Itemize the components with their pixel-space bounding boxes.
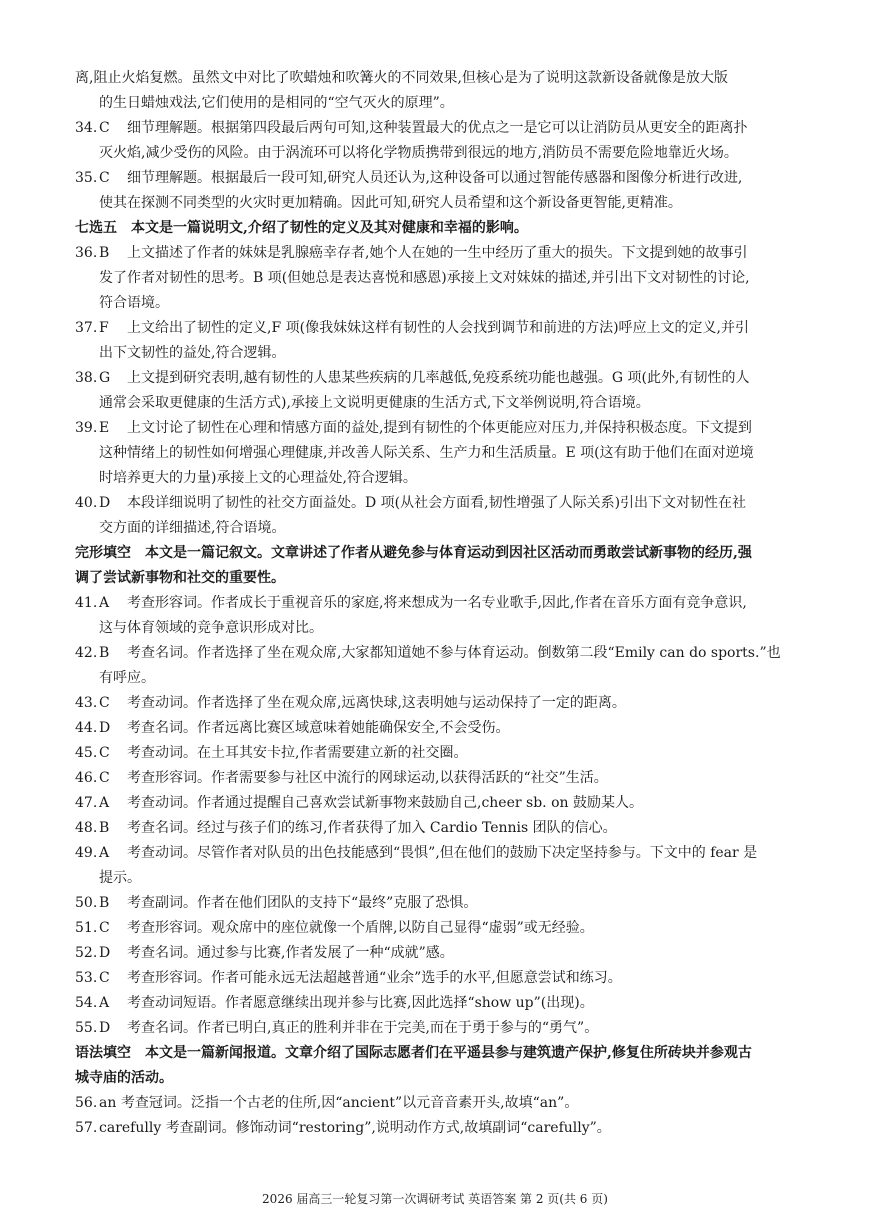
answer-item-51: 51. C 考查形容词。观众席中的座位就像一个盾牌,以防自己显得“虚弱”或无经验。 bbox=[75, 920, 594, 936]
answer-item-53: 53. C 考查形容词。作者可能永远无法超越普通“业余”选手的水平,但愿意尝试和练习。 bbox=[75, 970, 622, 986]
answer-item-45: 45. C 考查动词。在土耳其安卡拉,作者需要建立新的社交圈。 bbox=[75, 745, 468, 761]
answer-item-41: 41. A 考查形容词。作者成长于重视音乐的家庭,将来想成为一名专业歌手,因此,作者在音乐方面有竞争意识, bbox=[75, 595, 747, 611]
answer-continuation: 符合语境。 bbox=[99, 295, 169, 311]
answer-continuation: 通常会采取更健康的生活方式),承接上文说明更健康的生活方式,下文举例说明,符合语境。 bbox=[99, 395, 650, 411]
answer-item-56: 56. an 考查冠词。泛指一个古老的住所,因“ancient”以元音音素开头,故填“an”。 bbox=[75, 1095, 579, 1111]
answer-item-47: 47. A 考查动词。作者通过提醒自己喜欢尝试新事物来鼓励自己,cheer sb. on 鼓励某人。 bbox=[75, 795, 643, 811]
answer-continuation: 使其在探测不同类型的火灾时更加精确。因此可知,研究人员希望和这个新设备更智能,更精准。 bbox=[99, 195, 682, 211]
answer-item-34: 34. C 细节理解题。根据第四段最后两句可知,这种装置最大的优点之一是它可以让消防员从更安全的距离扑 bbox=[75, 120, 748, 136]
answer-item-39: 39. E 上文讨论了韧性在心理和情感方面的益处,提到有韧性的个体更能应对压力,并保持积极态度。下文提到 bbox=[75, 420, 752, 436]
answer-item-55: 55. D 考查名词。作者已明白,真正的胜利并非在于完美,而在于勇于参与的“勇气”。 bbox=[75, 1020, 599, 1036]
answer-continuation: 提示。 bbox=[99, 870, 141, 886]
answer-continuation: 发了作者对韧性的思考。B 项(但她总是表达喜悦和感恩)承接上文对妹妹的描述,并引出下文对韧性的讨论, bbox=[99, 270, 750, 286]
answer-item-37: 37. F 上文给出了韧性的定义,F 项(像我妹妹这样有韧性的人会找到调节和前进的方法)呼应上文的定义,并引 bbox=[75, 320, 749, 336]
answer-continuation: 时培养更大的力量)承接上文的心理益处,符合逻辑。 bbox=[99, 470, 417, 486]
answer-continuation: 交方面的详细描述,符合语境。 bbox=[99, 520, 286, 536]
answer-item-36: 36. B 上文描述了作者的妹妹是乳腺癌幸存者,她个人在她的一生中经历了重大的损失。下文提到她的故事引 bbox=[75, 245, 748, 261]
answer-item-52: 52. D 考查名词。通过参与比赛,作者发展了一种“成就”感。 bbox=[75, 945, 454, 961]
answer-item-42: 42. B 考查名词。作者选择了坐在观众席,大家都知道她不参与体育运动。倒数第二段“Emily can do sports.”也 bbox=[75, 645, 781, 661]
section-heading-qixuanwu: 七选五 本文是一篇说明文,介绍了韧性的定义及其对健康和幸福的影响。 bbox=[75, 220, 528, 236]
answer-continuation: 这种情绪上的韧性如何增强心理健康,并改善人际关系、生产力和生活质量。E 项(这有助于他们在面对逆境 bbox=[99, 445, 754, 461]
section-heading-yufa: 语法填空 本文是一篇新闻报道。文章介绍了国际志愿者们在平遥县参与建筑遗产保护,修复住所砖块并参观古 bbox=[75, 1045, 752, 1061]
answer-item-49: 49. A 考查动词。尽管作者对队员的出色技能感到“畏惧”,但在他们的鼓励下决定坚持参与。下文中的 fear 是 bbox=[75, 845, 758, 861]
answer-item-40: 40. D 本段详细说明了韧性的社交方面益处。D 项(从社会方面看,韧性增强了人际关系)引出下文对韧性在社 bbox=[75, 495, 747, 511]
page-footer: 2026 届高三一轮复习第一次调研考试 英语答案 第 2 页(共 6 页) bbox=[262, 1192, 608, 1206]
section-heading-continuation: 城寺庙的活动。 bbox=[75, 1070, 173, 1086]
section-heading-wanxing: 完形填空 本文是一篇记叙文。文章讲述了作者从避免参与体育运动到因社区活动而勇敢尝试新事物的经历,强 bbox=[75, 545, 752, 561]
answer-item-50: 50. B 考查副词。作者在他们团队的支持下“最终”克服了恐惧。 bbox=[75, 895, 478, 911]
answer-item-54: 54. A 考查动词短语。作者愿意继续出现并参与比赛,因此选择“show up”(出现)。 bbox=[75, 995, 594, 1011]
answer-item-44: 44. D 考查名词。作者远离比赛区域意味着她能确保安全,不会受伤。 bbox=[75, 720, 510, 736]
paragraph-line: 离,阻止火焰复燃。虽然文中对比了吹蜡烛和吹篝火的不同效果,但核心是为了说明这款新设备就像是放大版 bbox=[75, 70, 728, 86]
answer-key-page bbox=[75, 66, 803, 1141]
answer-continuation: 有呼应。 bbox=[99, 670, 155, 686]
section-heading-continuation: 调了尝试新事物和社交的重要性。 bbox=[75, 570, 285, 586]
answer-item-57: 57. carefully 考查副词。修饰动词“restoring”,说明动作方式,故填副词“carefully”。 bbox=[75, 1120, 611, 1136]
answer-item-38: 38. G 上文提到研究表明,越有韧性的人患某些疾病的几率越低,免疫系统功能也越强。G 项(此外,有韧性的人 bbox=[75, 370, 750, 386]
answer-item-35: 35. C 细节理解题。根据最后一段可知,研究人员还认为,这种设备可以通过智能传感器和图像分析进行改进, bbox=[75, 170, 743, 186]
answer-item-48: 48. B 考查名词。经过与孩子们的练习,作者获得了加入 Cardio Tennis 团队的信心。 bbox=[75, 820, 617, 836]
answer-item-43: 43. C 考查动词。作者选择了坐在观众席,远离快球,这表明她与运动保持了一定的距离。 bbox=[75, 695, 626, 711]
answer-continuation: 出下文韧性的益处,符合逻辑。 bbox=[99, 345, 286, 361]
answer-continuation: 灭火焰,减少受伤的风险。由于涡流环可以将化学物质携带到很远的地方,消防员不需要危险地靠近火场。 bbox=[99, 145, 738, 161]
answer-continuation: 这与体育领域的竞争意识形成对比。 bbox=[99, 620, 323, 636]
answer-item-46: 46. C 考查形容词。作者需要参与社区中流行的网球运动,以获得活跃的“社交”生活。 bbox=[75, 770, 608, 786]
paragraph-line: 的生日蜡烛戏法,它们使用的是相同的“空气灭火的原理”。 bbox=[99, 95, 454, 111]
